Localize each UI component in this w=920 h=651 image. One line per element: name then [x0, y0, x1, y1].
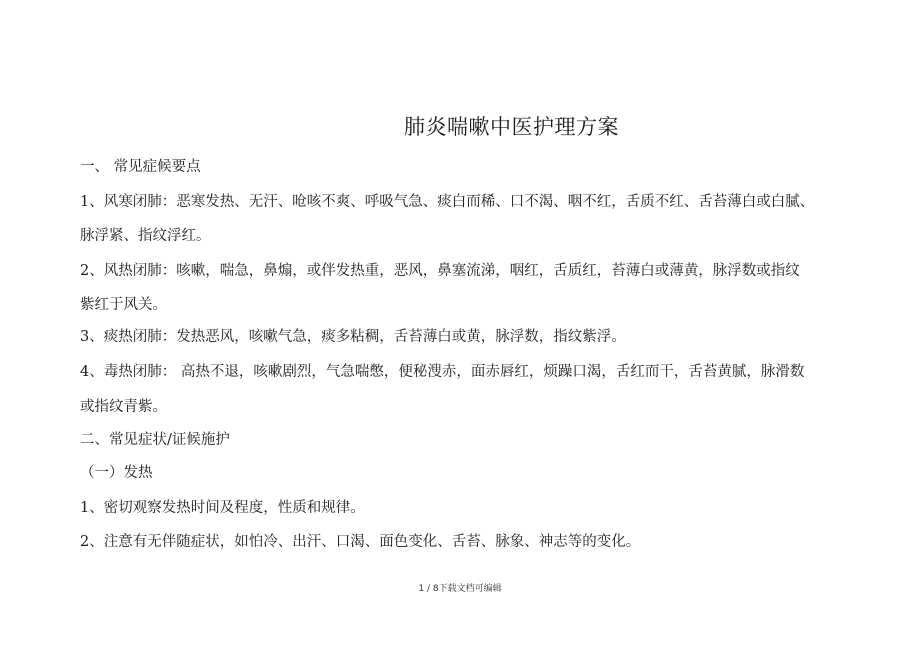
paragraph-line: 紫红于风关。	[80, 297, 167, 313]
paragraph-line: 2、注意有无伴随症状，如怕冷、出汗、口渴、面色变化、舌苔、脉象、神志等的变化。	[80, 534, 641, 550]
section-heading-2: 二、常见症状/证候施护	[80, 432, 230, 448]
subsection-heading: （一）发热	[80, 465, 153, 481]
paragraph-line: 1、风寒闭肺：恶寒发热、无汗、呛咳不爽、呼吸气急、痰白而稀、口不渴、咽不红，舌质不红、舌苔薄白或白腻、	[80, 194, 815, 210]
paragraph-line: 2、风热闭肺：咳嗽，喘急，鼻煽，或伴发热重，恶风，鼻塞流涕，咽红，舌质红，苔薄白或薄黄，脉浮数或指纹	[80, 263, 800, 279]
paragraph-line: 4、毒热闭肺： 高热不退，咳嗽剧烈，气急喘憋，便秘溲赤，面赤唇红，烦躁口渴，舌红而干，舌苔黄腻，脉滑数	[80, 364, 805, 380]
paragraph-line: 脉浮紧、指纹浮红。	[80, 228, 211, 244]
paragraph-line: 3、痰热闭肺：发热恶风，咳嗽气急，痰多粘稠，舌苔薄白或黄，脉浮数，指纹紫浮。	[80, 329, 626, 345]
paragraph-line: 或指纹青紫。	[80, 399, 167, 415]
section-heading-1: 一、 常见症候要点	[80, 159, 201, 175]
paragraph-line: 1、密切观察发热时间及程度，性质和规律。	[80, 500, 365, 516]
document-title: 肺炎喘嗽中医护理方案	[404, 115, 619, 139]
page-footer: 1 / 8下载文档可编辑	[418, 584, 502, 594]
